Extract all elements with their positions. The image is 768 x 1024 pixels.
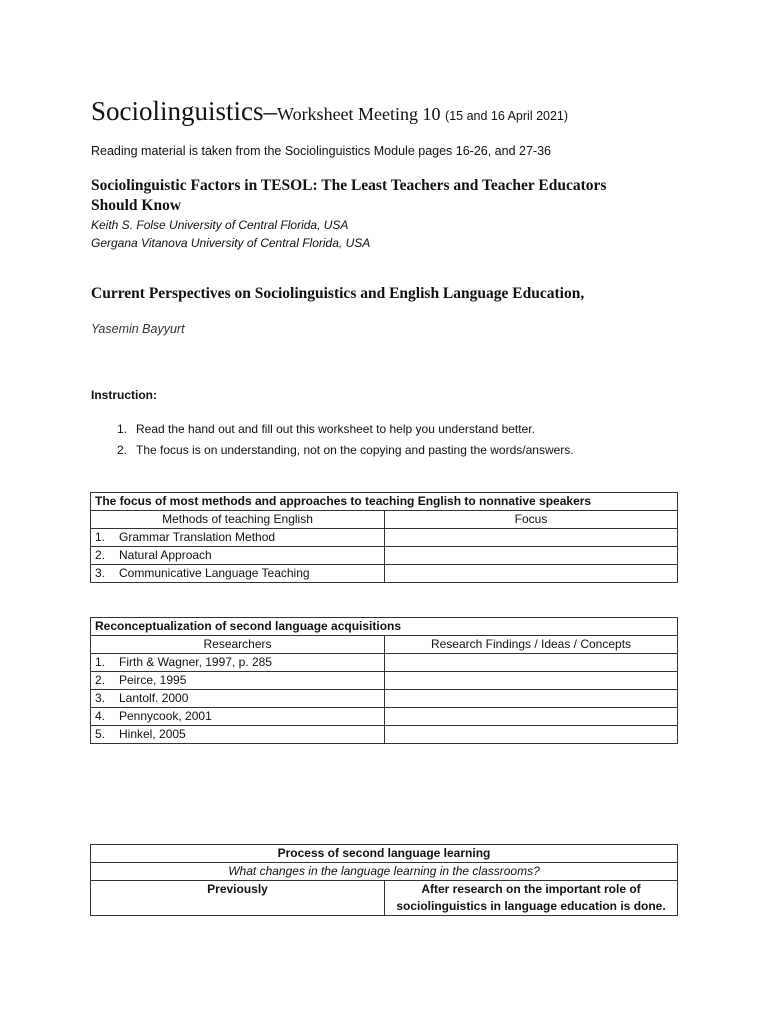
table-row: 5. Hinkel, 2005 [91,726,678,744]
article1-author-2: Gergana Vitanova University of Central Florida, USA [91,236,371,250]
focus-column-header: Focus [385,511,678,529]
focus-answer-cell[interactable] [385,547,678,565]
article2-author: Yasemin Bayyurt [91,322,185,336]
findings-answer-cell[interactable] [385,672,678,690]
instruction-heading: Instruction: [91,388,157,402]
methods-table-title: The focus of most methods and approaches to teaching English to nonnative speakers [91,493,678,511]
reading-material-note: Reading material is taken from the Sociolinguistics Module pages 16-26, and 27-36 [91,144,551,158]
process-table-subtitle: What changes in the language learning in the classrooms? [91,863,678,881]
title-main: Sociolinguistics [91,96,264,126]
article1-authors [91,216,370,252]
previously-column-header: Previously [91,881,385,916]
table-row: 2. Natural Approach [91,547,678,565]
process-table [90,844,678,916]
table-row: 3. Communicative Language Teaching [91,565,678,583]
article1-author-1: Keith S. Folse University of Central Florida, USA [91,218,349,232]
title-dates: (15 and 16 April 2021) [445,109,569,123]
title-sub: Worksheet Meeting 10 [277,104,446,124]
findings-answer-cell[interactable] [385,726,678,744]
findings-answer-cell[interactable] [385,654,678,672]
findings-answer-cell[interactable] [385,708,678,726]
instruction-item: 1. Read the hand out and fill out this worksheet to help you understand better. [117,422,535,436]
article2-title: Current Perspectives on Sociolinguistics and English Language Education, [91,285,585,302]
page-title [91,96,568,127]
findings-answer-cell[interactable] [385,690,678,708]
findings-column-header: Research Findings / Ideas / Concepts [385,636,678,654]
title-dash: – [263,96,278,126]
table-row: 1. Grammar Translation Method [91,529,678,547]
researchers-column-header: Researchers [91,636,385,654]
methods-table [90,492,678,583]
table-row: 1. Firth & Wagner, 1997, p. 285 [91,654,678,672]
after-research-column-header: After research on the important role of sociolinguistics in language education is done. [385,881,678,916]
reconceptualization-table [90,617,678,744]
instruction-item: 2. The focus is on understanding, not on the copying and pasting the words/answers. [117,443,574,457]
table-row: 4. Pennycook, 2001 [91,708,678,726]
table-row: 2. Peirce, 1995 [91,672,678,690]
process-table-title: Process of second language learning [91,845,678,863]
article1-title: Sociolinguistic Factors in TESOL: The Least Teachers and Teacher Educators Should Know [91,177,607,214]
focus-answer-cell[interactable] [385,529,678,547]
methods-column-header: Methods of teaching English [91,511,385,529]
reconceptualization-table-title: Reconceptualization of second language acquisitions [91,618,678,636]
table-row: 3. Lantolf. 2000 [91,690,678,708]
instruction-list [117,419,574,461]
focus-answer-cell[interactable] [385,565,678,583]
